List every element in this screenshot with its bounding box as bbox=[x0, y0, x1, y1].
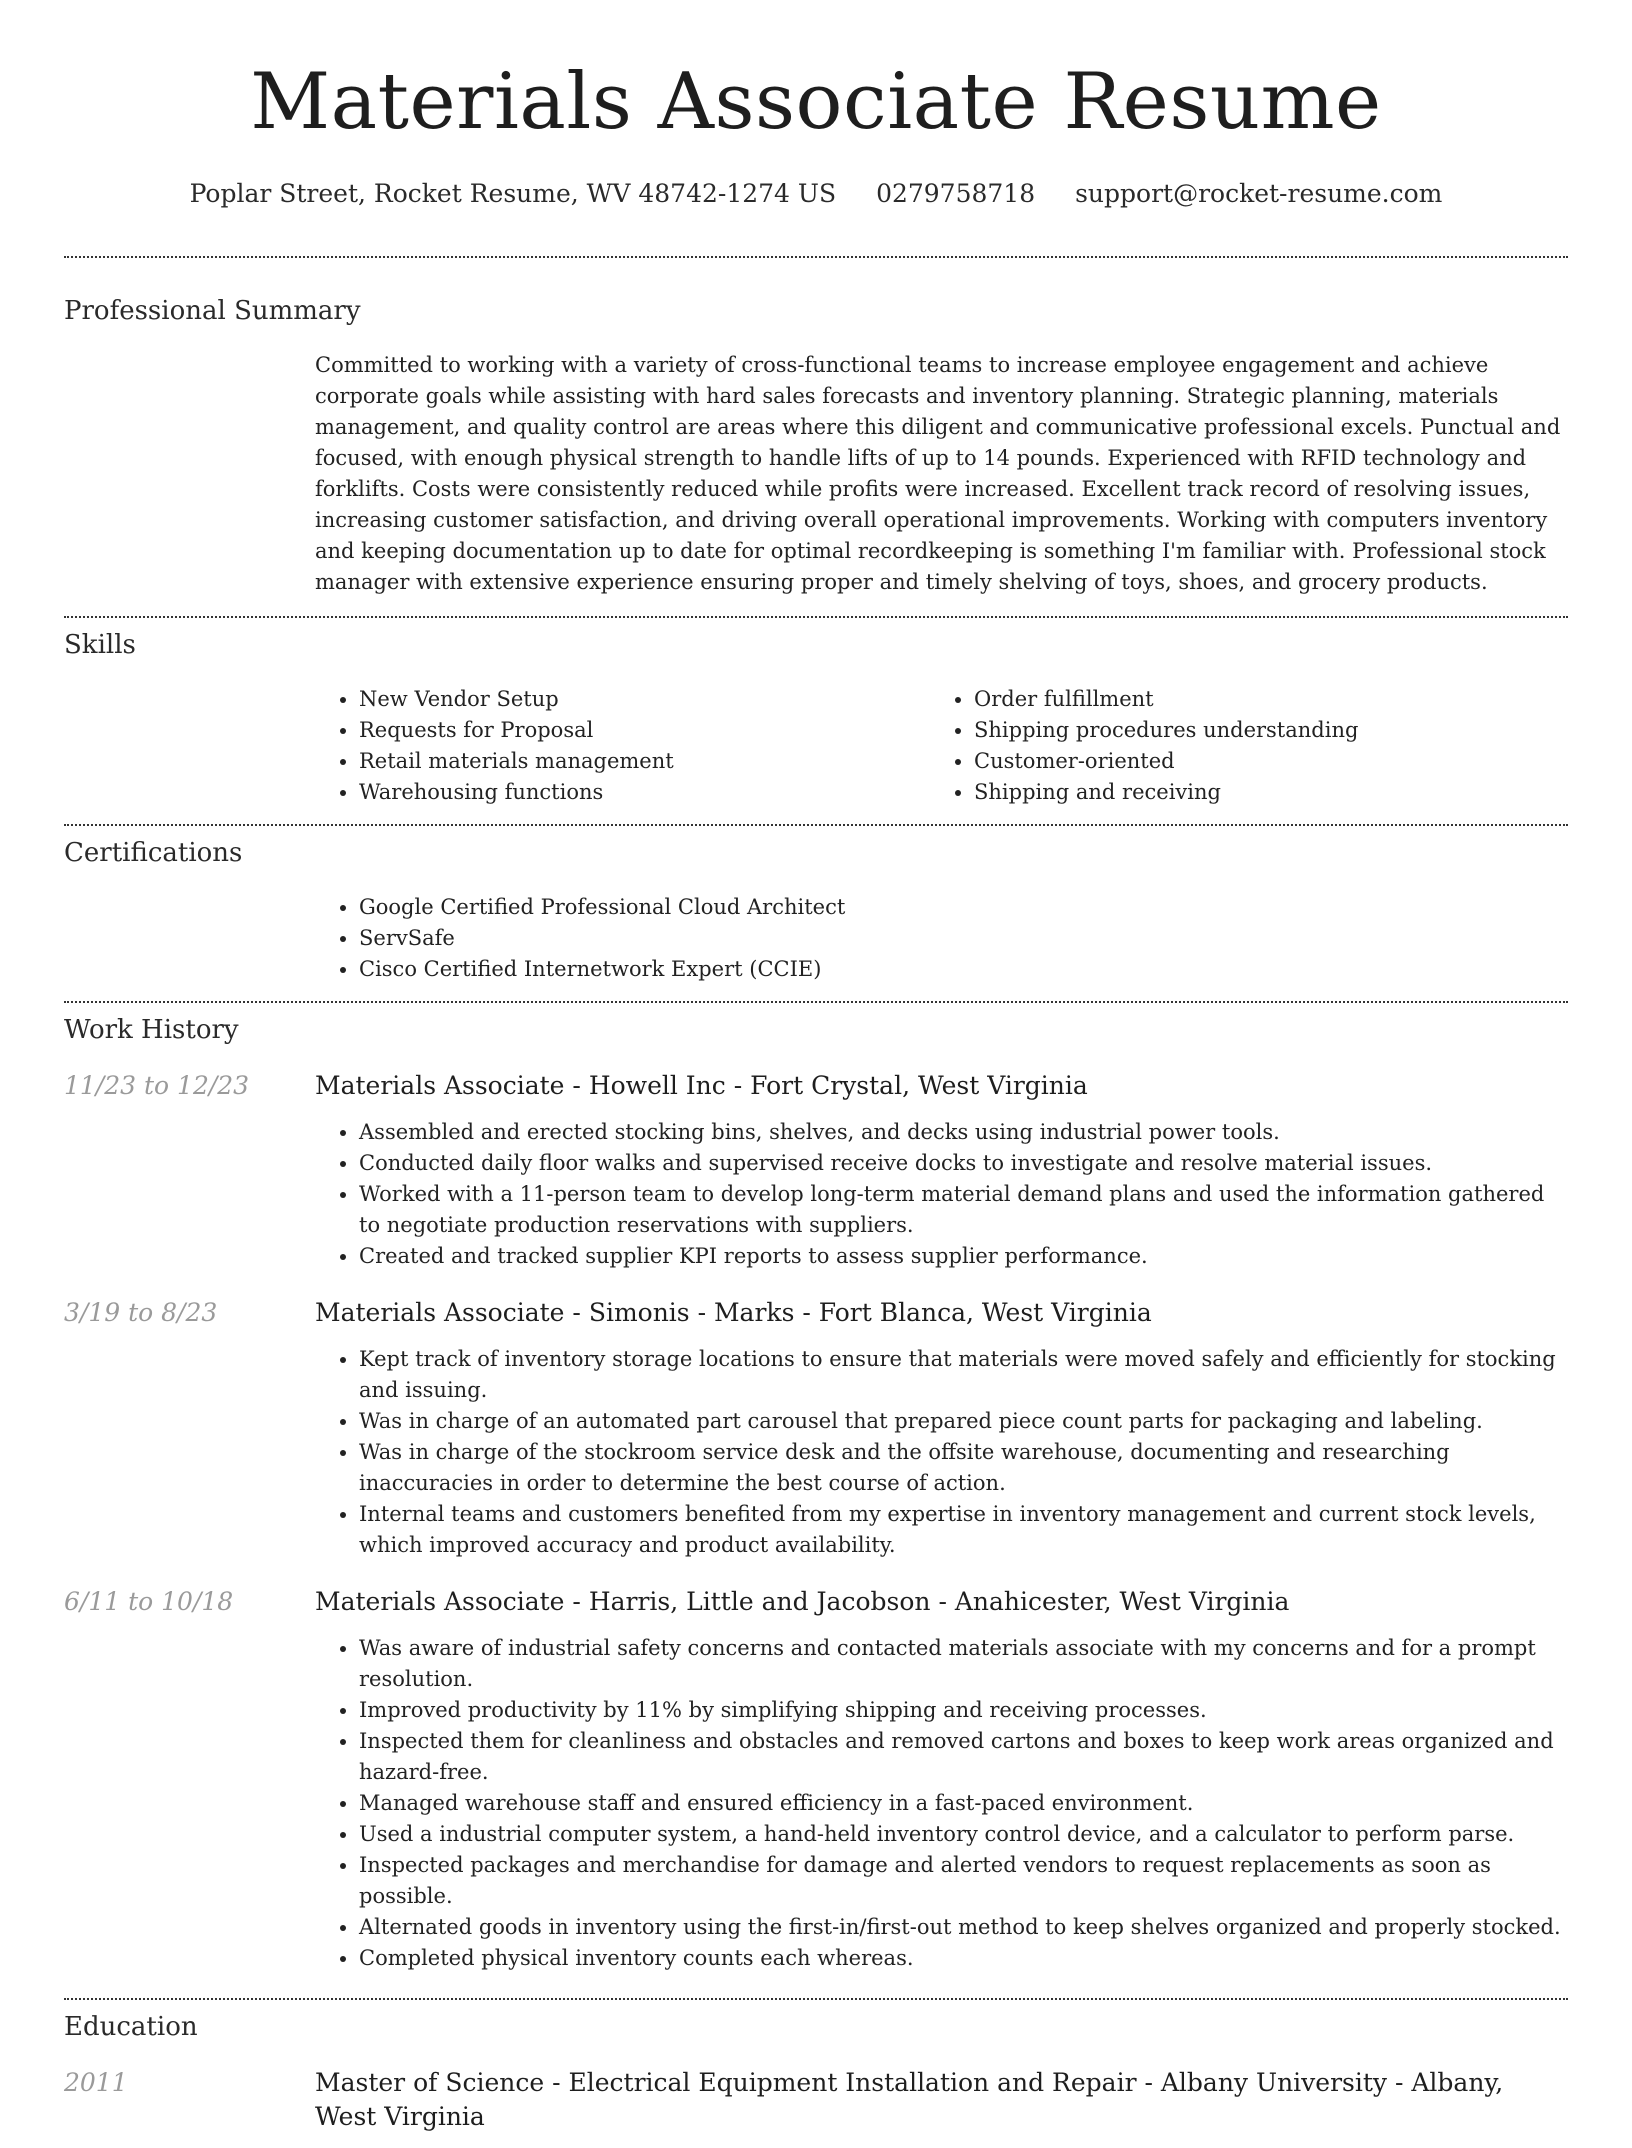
job-bullet: • Internal teams and customers benefited from my expertise in inventory management and current stock levels, which improved accuracy and product availability. bbox=[359, 1499, 1568, 1561]
job-bullet: • Was aware of industrial safety concerns and contacted materials associate with my concerns and for a prompt resolution. bbox=[359, 1633, 1568, 1695]
education-entry bbox=[64, 2066, 1568, 2148]
education-section bbox=[64, 2000, 1568, 2148]
job-bullet: • Assembled and erected stocking bins, shelves, and decks using industrial power tools. bbox=[359, 1117, 1568, 1148]
work-history-section bbox=[64, 1003, 1568, 1974]
skill-item: • Order fulfillment bbox=[974, 684, 1545, 715]
contact-line bbox=[64, 176, 1568, 212]
skill-item: • Retail materials management bbox=[359, 746, 930, 777]
job-dates: 6/11 to 10/18 bbox=[64, 1587, 234, 1616]
job-title: Materials Associate - Simonis - Marks - Fort Blanca, West Virginia bbox=[315, 1298, 1152, 1327]
job-bullets bbox=[315, 1117, 1568, 1272]
job-bullet: • Created and tracked supplier KPI reports to assess supplier performance. bbox=[359, 1241, 1568, 1272]
job-bullet: • Kept track of inventory storage locations to ensure that materials were moved safely and efficiently for stocking and issuing. bbox=[359, 1344, 1568, 1406]
certifications-section bbox=[64, 826, 1568, 985]
job-title: Materials Associate - Howell Inc - Fort Crystal, West Virginia bbox=[315, 1071, 1088, 1100]
education-title: Master of Science - Electrical Equipment Installation and Repair - Albany University - Albany, West Virginia bbox=[315, 2068, 1504, 2131]
contact-email: support@rocket-resume.com bbox=[1075, 179, 1443, 208]
education-heading: Education bbox=[64, 2012, 198, 2042]
summary-text: Committed to working with a variety of cross-functional teams to increase employee engagement and achieve corporate goals while assisting with hard sales forecasts and inventory planning. Strategic planning, materials management, and quality control are areas where this diligent and communicative professional excels. Punctual and focused, with enough physical strength to handle lifts of up to 14 pounds. Experienced with RFID technology and forklifts. Costs were consistently reduced while profits were increased. Excellent track record of resolving issues, increasing customer satisfaction, and driving overall operational improvements. Working with computers inventory and keeping documentation up to date for optimal recordkeeping is something I'm familiar with. Professional stock manager with extensive experience ensuring proper and timely shelving of toys, shoes, and grocery products. bbox=[315, 353, 1561, 594]
certification-item: • Cisco Certified Internetwork Expert (CCIE) bbox=[359, 954, 1568, 985]
job-bullet: • Used a industrial computer system, a hand-held inventory control device, and a calculator to perform parse. bbox=[359, 1819, 1568, 1850]
skill-item: • New Vendor Setup bbox=[359, 684, 930, 715]
skills-heading: Skills bbox=[64, 630, 136, 660]
contact-address: Poplar Street, Rocket Resume, WV 48742-1274 US bbox=[189, 179, 837, 208]
skill-item: • Shipping and receiving bbox=[974, 777, 1545, 808]
job-bullet: • Alternated goods in inventory using the first-in/first-out method to keep shelves organized and properly stocked. bbox=[359, 1912, 1568, 1943]
skills-list-right bbox=[930, 684, 1545, 808]
job-bullets bbox=[315, 1344, 1568, 1561]
job-bullet: • Improved productivity by 11% by simplifying shipping and receiving processes. bbox=[359, 1695, 1568, 1726]
summary-section bbox=[64, 258, 1568, 598]
skills-section bbox=[64, 618, 1568, 808]
job-dates: 11/23 to 12/23 bbox=[64, 1071, 250, 1100]
job-bullet: • Conducted daily floor walks and supervised receive docks to investigate and resolve material issues. bbox=[359, 1148, 1568, 1179]
skill-item: • Warehousing functions bbox=[359, 777, 930, 808]
job-bullet: • Was in charge of an automated part carousel that prepared piece count parts for packaging and labeling. bbox=[359, 1406, 1568, 1437]
certification-item: • ServSafe bbox=[359, 923, 1568, 954]
job-bullets bbox=[315, 1633, 1568, 1974]
contact-phone: 0279758718 bbox=[876, 179, 1036, 208]
job-bullet: • Managed warehouse staff and ensured efficiency in a fast-paced environment. bbox=[359, 1788, 1568, 1819]
work-history-heading: Work History bbox=[64, 1015, 239, 1045]
job-entry bbox=[64, 1296, 1568, 1561]
certification-item: • Google Certified Professional Cloud Architect bbox=[359, 892, 1568, 923]
skill-item: • Shipping procedures understanding bbox=[974, 715, 1545, 746]
education-year: 2011 bbox=[64, 2068, 128, 2097]
resume-title: Materials Associate Resume bbox=[250, 57, 1382, 147]
job-entry bbox=[64, 1069, 1568, 1272]
skill-item: • Customer-oriented bbox=[974, 746, 1545, 777]
job-entry bbox=[64, 1585, 1568, 1974]
job-title: Materials Associate - Harris, Little and Jacobson - Anahicester, West Virginia bbox=[315, 1587, 1290, 1616]
certifications-list bbox=[315, 892, 1568, 985]
job-bullet: • Worked with a 11-person team to develop long-term material demand plans and used the information gathered to negotiate production reservations with suppliers. bbox=[359, 1179, 1568, 1241]
job-dates: 3/19 to 8/23 bbox=[64, 1298, 218, 1327]
job-bullet: • Inspected them for cleanliness and obstacles and removed cartons and boxes to keep work areas organized and hazard-free. bbox=[359, 1726, 1568, 1788]
job-bullet: • Completed physical inventory counts each whereas. bbox=[359, 1943, 1568, 1974]
job-bullet: • Was in charge of the stockroom service desk and the offsite warehouse, documenting and researching inaccuracies in order to determine the best course of action. bbox=[359, 1437, 1568, 1499]
job-bullet: • Inspected packages and merchandise for damage and alerted vendors to request replacements as soon as possible. bbox=[359, 1850, 1568, 1912]
skills-list-left bbox=[315, 684, 930, 808]
certifications-heading: Certifications bbox=[64, 838, 243, 868]
summary-heading: Professional Summary bbox=[64, 296, 361, 326]
skill-item: • Requests for Proposal bbox=[359, 715, 930, 746]
